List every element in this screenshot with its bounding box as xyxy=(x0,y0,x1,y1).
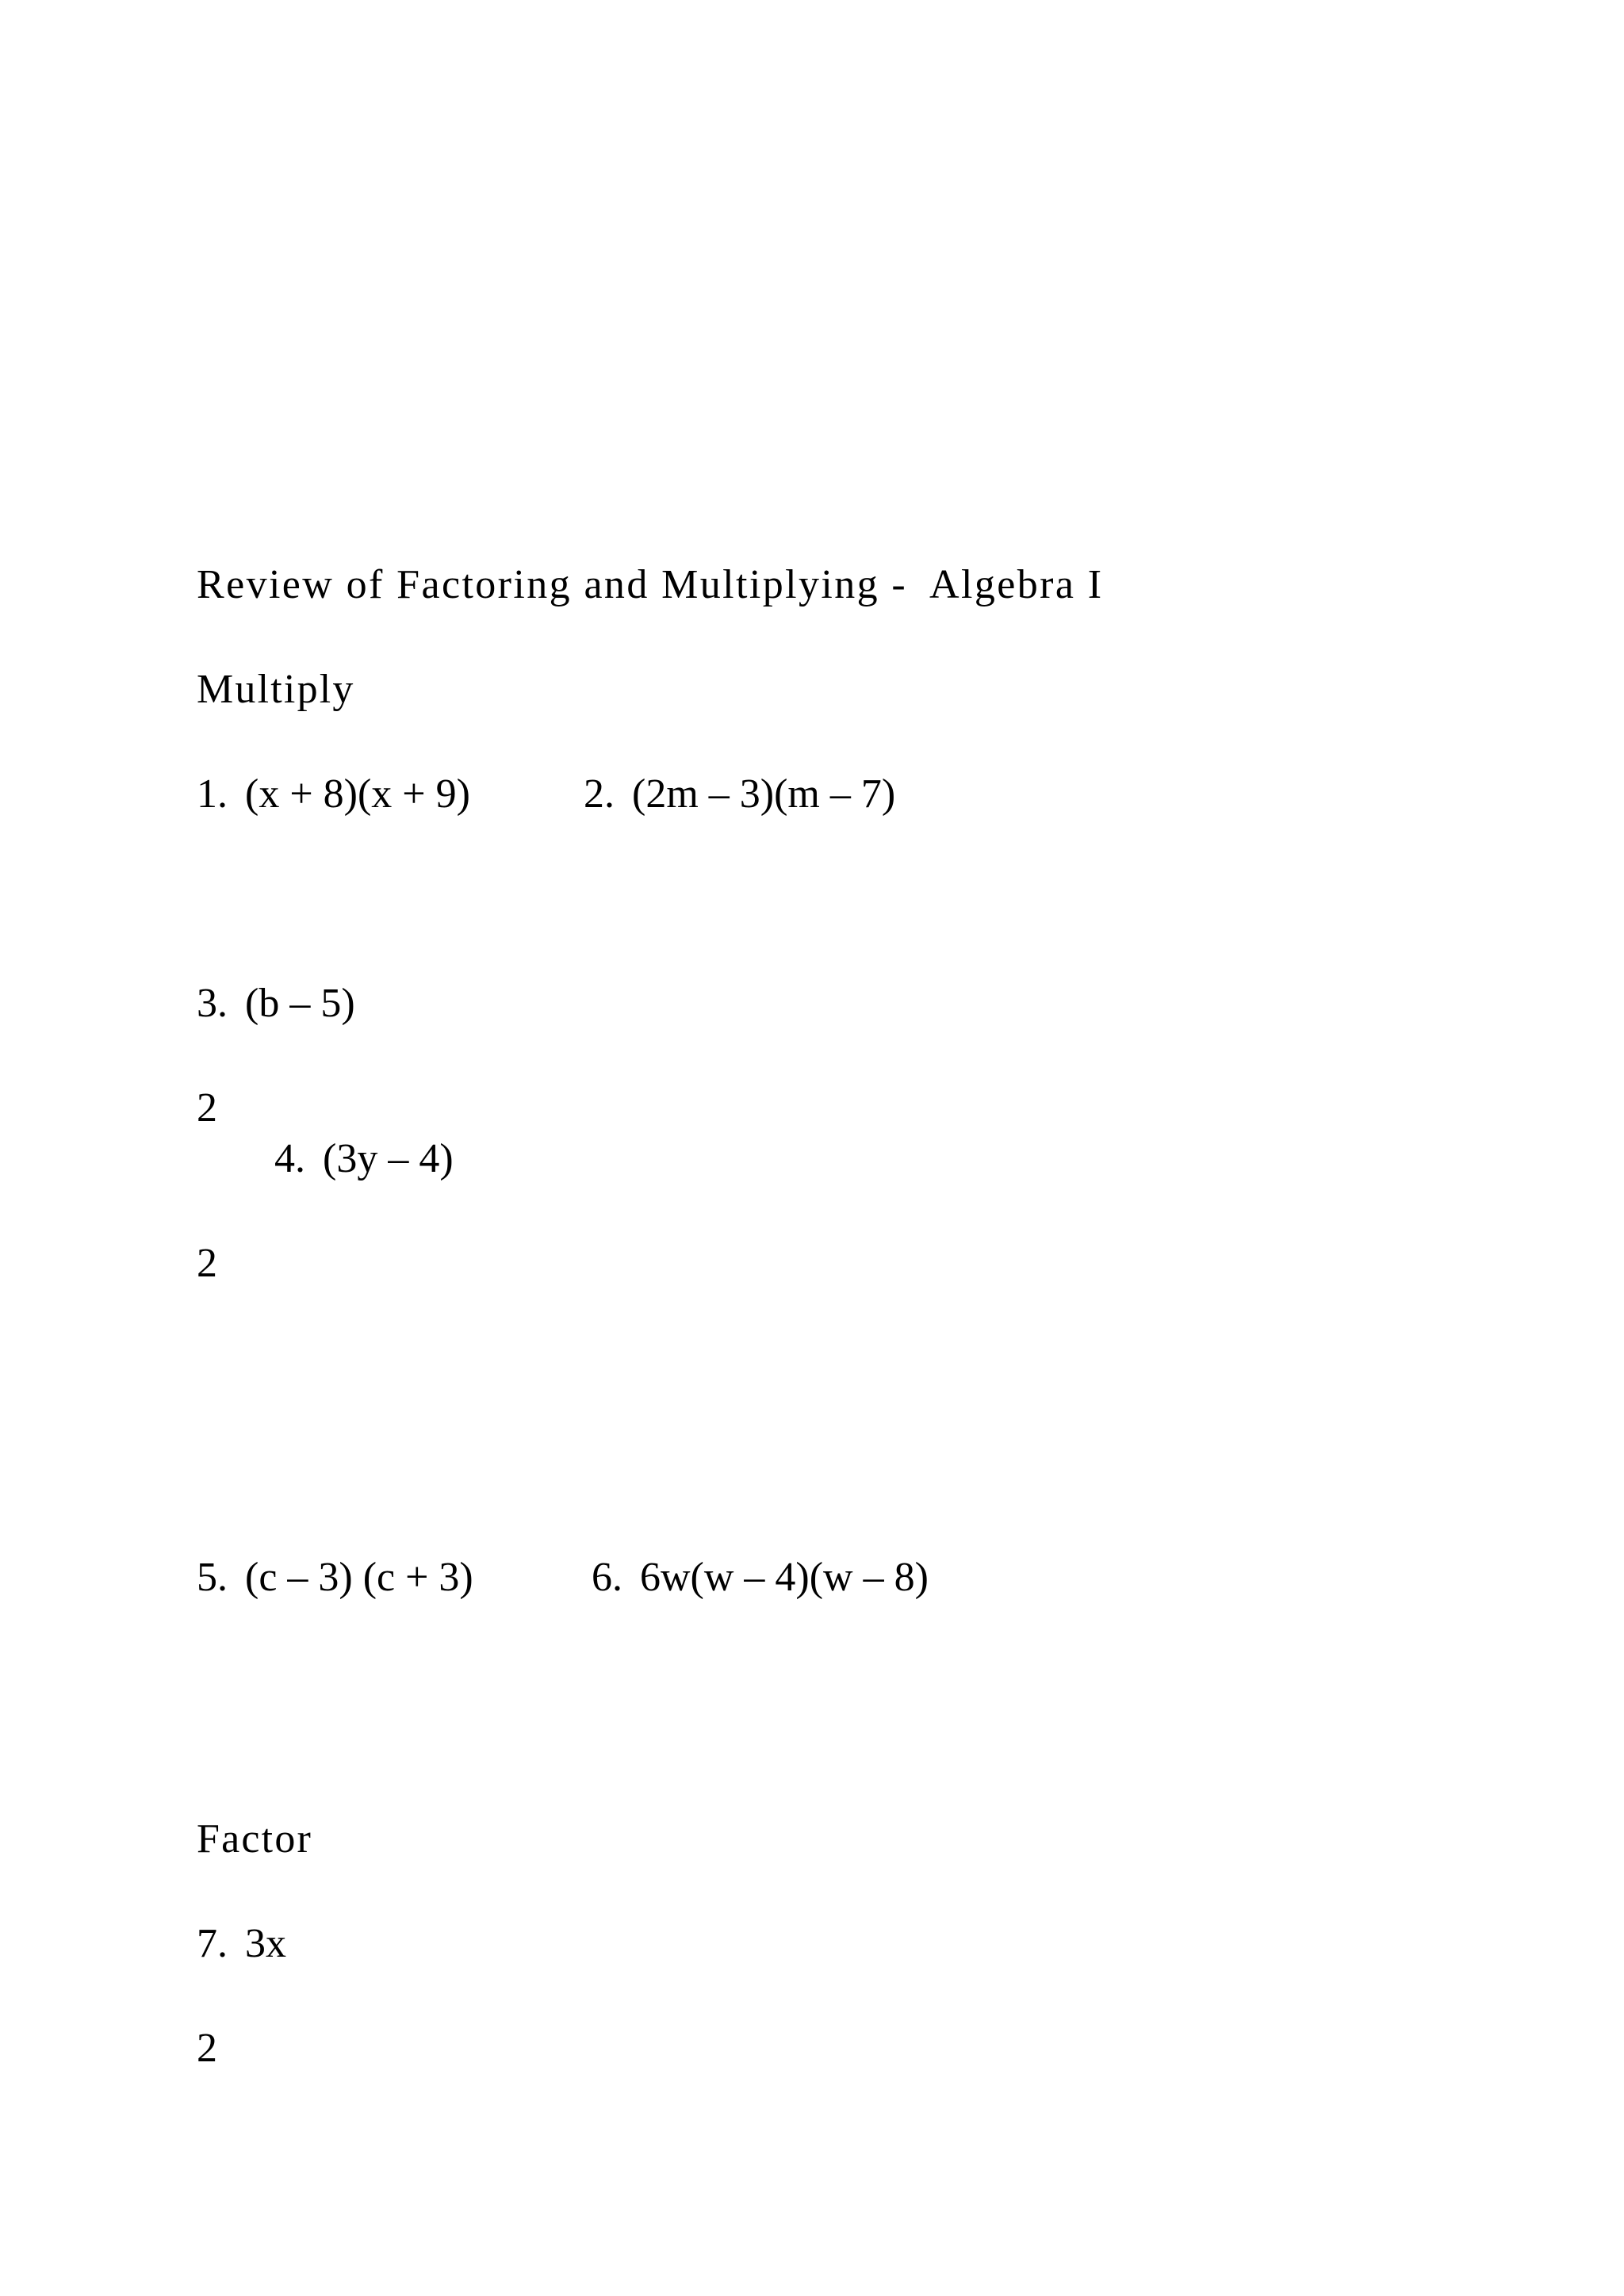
problem-number: 5. xyxy=(197,1555,228,1600)
problem-expression: 6w(w – 4)(w – 8) xyxy=(640,1555,929,1600)
problem-7-exponent: 2 xyxy=(197,2026,217,2071)
problem-expression: (x + 8)(x + 9) xyxy=(245,771,470,817)
page-title: Review of Factoring and Multiplying - Algebra I xyxy=(197,562,1104,607)
problem-number: 4. xyxy=(274,1136,305,1181)
problem-4 xyxy=(274,1135,454,1183)
problem-number: 6. xyxy=(592,1555,622,1600)
problem-4-exponent: 2 xyxy=(197,1241,217,1286)
section-heading-factor: Factor xyxy=(197,1816,313,1862)
problem-6 xyxy=(592,1554,929,1601)
problem-3-exponent: 2 xyxy=(197,1085,217,1131)
problem-1 xyxy=(197,771,470,818)
problem-expression: 3x xyxy=(245,1921,286,1966)
problem-expression: (3y – 4) xyxy=(323,1136,454,1181)
problem-expression: (2m – 3)(m – 7) xyxy=(632,771,896,817)
problem-3 xyxy=(197,980,355,1027)
problem-number: 3. xyxy=(197,981,228,1026)
problem-expression: (c – 3) (c + 3) xyxy=(245,1555,473,1600)
problem-number: 1. xyxy=(197,771,228,817)
problem-number: 2. xyxy=(584,771,615,817)
problem-2 xyxy=(584,771,895,818)
problem-expression: (b – 5) xyxy=(245,981,355,1026)
problem-5 xyxy=(197,1554,473,1601)
problem-7 xyxy=(197,1920,286,1968)
problem-number: 7. xyxy=(197,1921,228,1966)
section-heading-multiply: Multiply xyxy=(197,667,355,712)
